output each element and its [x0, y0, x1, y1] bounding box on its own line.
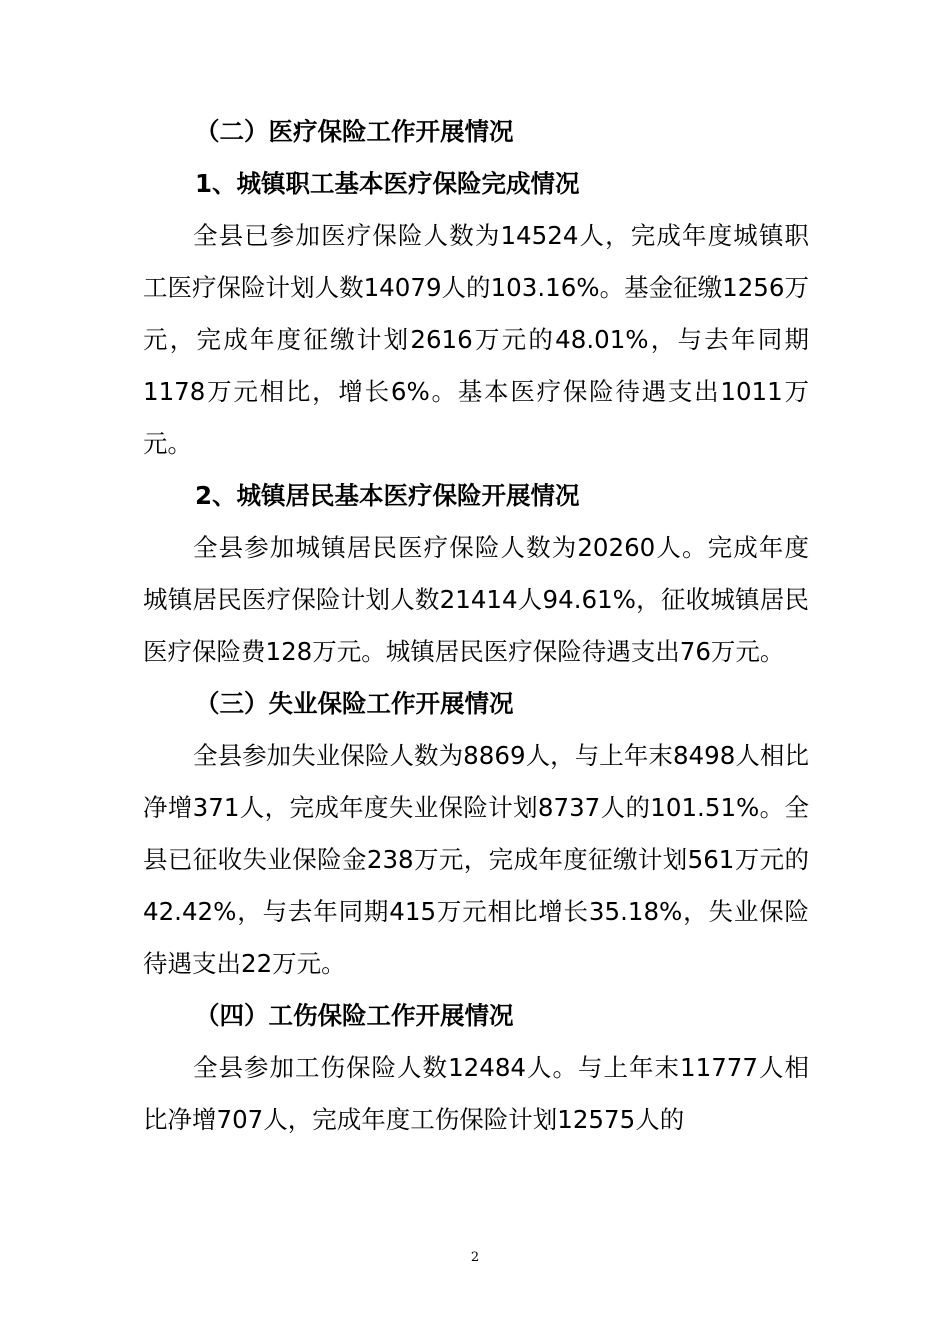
section-heading: （二）医疗保险工作开展情况 — [195, 117, 514, 146]
paragraph: 全县已参加医疗保险人数为14524人，完成年度城镇职工医疗保险计划人数14079人的103.16%。基金征缴1256万元，完成年度征缴计划2616万元的48.01%，与去年同期1178万元相比，增长6%。基本医疗保险待遇支出1011万元。 — [143, 221, 809, 458]
section-heading: （三）失业保险工作开展情况 — [195, 689, 514, 718]
document-body — [143, 106, 809, 1146]
section-heading: （四）工伤保险工作开展情况 — [195, 1001, 514, 1030]
paragraph: 全县参加失业保险人数为8869人，与上年末8498人相比净增371人，完成年度失业保险计划8737人的101.51%。全县已征收失业保险金238万元，完成年度征缴计划561万元的42.42%，与去年同期415万元相比增长35.18%，失业保险待遇支出22万元。 — [143, 741, 809, 978]
subsection-heading: 1、城镇职工基本医疗保险完成情况 — [195, 169, 580, 198]
paragraph: 全县参加城镇居民医疗保险人数为20260人。完成年度城镇居民医疗保险计划人数21414人94.61%，征收城镇居民医疗保险费128万元。城镇居民医疗保险待遇支出76万元。 — [143, 533, 809, 666]
paragraph: 全县参加工伤保险人数12484人。与上年末11777人相比净增707人，完成年度工伤保险计划12575人的 — [143, 1053, 809, 1134]
page-number: 2 — [470, 1250, 480, 1265]
subsection-heading: 2、城镇居民基本医疗保险开展情况 — [195, 481, 580, 510]
